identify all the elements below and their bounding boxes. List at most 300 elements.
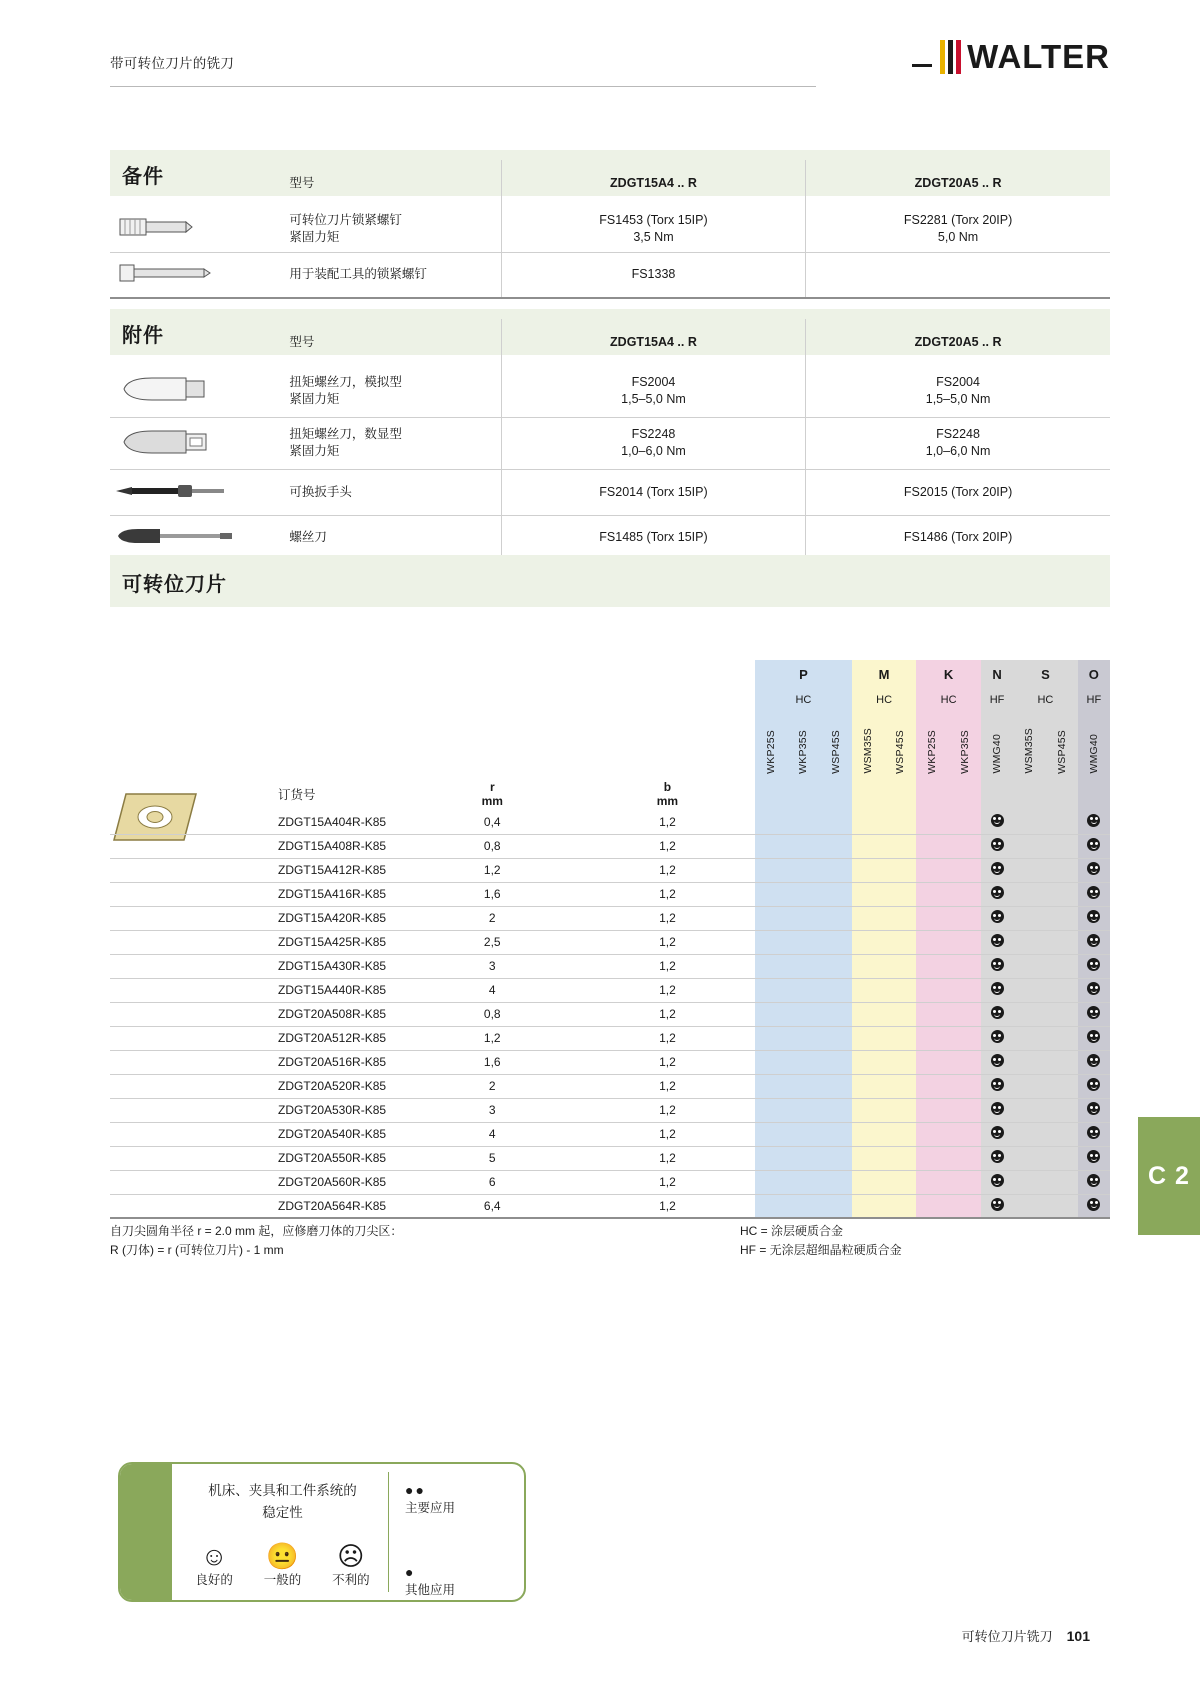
insert-order-number: ZDGT15A412R-K85 <box>278 863 387 877</box>
insert-width: 1,2 <box>659 839 676 853</box>
grade-cell <box>949 1050 981 1074</box>
grade-subgroup-N: HF <box>981 688 1013 712</box>
grade-cell <box>1013 954 1045 978</box>
legend-primary-dots: ●● <box>405 1482 426 1498</box>
grade-cell <box>852 1002 884 1026</box>
smiley-mark-icon <box>991 982 1004 995</box>
page-header <box>110 38 1110 75</box>
grade-cell <box>820 1026 852 1050</box>
smiley-mark-icon <box>991 814 1004 827</box>
accessory-row-value-b: FS1486 (Torx 20IP) <box>806 515 1110 561</box>
accessory-row-value-b <box>806 417 1110 469</box>
grade-cell <box>1045 1026 1077 1050</box>
table-row <box>110 882 1110 906</box>
insert-width: 1,2 <box>659 983 676 997</box>
insert-width: 1,2 <box>659 1103 676 1117</box>
insert-radius: 0,8 <box>483 1007 501 1021</box>
grade-cell <box>1078 834 1110 858</box>
insert-order-number: ZDGT15A420R-K85 <box>278 911 387 925</box>
insert-order-number: ZDGT15A430R-K85 <box>278 959 387 973</box>
screw-long-icon <box>110 252 289 298</box>
grade-cell <box>852 1050 884 1074</box>
grade-cell <box>755 1170 787 1194</box>
grade-cell <box>852 882 884 906</box>
grade-cell <box>787 906 819 930</box>
grade-cell <box>916 930 948 954</box>
grade-cell <box>852 1122 884 1146</box>
grade-group-M: M <box>852 660 917 688</box>
smiley-mark-icon <box>991 1054 1004 1067</box>
grade-cell <box>1078 810 1110 834</box>
grade-cell <box>755 906 787 930</box>
title-line-1: 机床、夹具和工件系统的 <box>208 1483 357 1498</box>
grade-cell <box>1078 906 1110 930</box>
table-row <box>110 906 1110 930</box>
grade-cell <box>981 858 1013 882</box>
insert-radius: 3 <box>488 1103 496 1117</box>
grade-cell <box>949 930 981 954</box>
title-line-2: 稳定性 <box>262 1505 303 1520</box>
grade-cell <box>884 978 916 1002</box>
insert-width: 1,2 <box>659 1127 676 1141</box>
grade-cell <box>916 1002 948 1026</box>
grade-cell <box>916 810 948 834</box>
grade-cell <box>1013 1122 1045 1146</box>
grade-cell <box>916 1170 948 1194</box>
desc-line-2: 紧固力矩 <box>289 391 340 406</box>
grade-cell <box>981 1050 1013 1074</box>
grade-cell <box>981 930 1013 954</box>
grade-column-8 <box>1013 712 1045 778</box>
chapter-tab: C 2 <box>1138 1117 1200 1235</box>
insert-width: 1,2 <box>659 1055 676 1069</box>
grade-cell <box>1078 1146 1110 1170</box>
smiley-mark-icon <box>1087 862 1100 875</box>
grade-column-10 <box>1078 778 1110 810</box>
insert-order-number: ZDGT15A404R-K85 <box>278 814 387 829</box>
smiley-mark-icon <box>991 910 1004 923</box>
grade-cell <box>884 858 916 882</box>
grade-cell <box>1045 1194 1077 1218</box>
smiley-mark-icon <box>1087 1054 1100 1067</box>
insert-order-number: ZDGT20A564R-K85 <box>278 1198 387 1213</box>
grade-cell <box>787 834 819 858</box>
grade-cell <box>1078 1002 1110 1026</box>
grade-cell <box>1045 906 1077 930</box>
grade-cell <box>1045 834 1077 858</box>
logo-dash-icon <box>912 64 932 67</box>
grade-cell <box>981 1002 1013 1026</box>
grade-cell <box>949 834 981 858</box>
inserts-table-wrap <box>110 660 1110 1219</box>
insert-radius: 1,2 <box>483 1031 501 1045</box>
smiley-mark-icon <box>991 934 1004 947</box>
header-rule <box>110 86 816 87</box>
grade-cell <box>981 1194 1013 1218</box>
grade-cell <box>852 1170 884 1194</box>
value-line-2: 3,5 Nm <box>633 229 674 244</box>
accessory-row-value-b <box>806 365 1110 417</box>
insert-width: 1,2 <box>659 911 676 925</box>
grade-cell <box>1078 930 1110 954</box>
grade-cell <box>1078 858 1110 882</box>
value-line-2: 1,5–5,0 Nm <box>925 391 991 406</box>
desc-line-1: 扭矩螺丝刀，数显型 <box>289 427 402 441</box>
grade-cell <box>755 1026 787 1050</box>
value-line-1: FS2248 <box>936 427 980 441</box>
spare-row-value-a <box>501 206 805 252</box>
col-model: 型号 <box>289 175 315 190</box>
grade-cell <box>755 930 787 954</box>
smiley-mark-icon <box>991 1174 1004 1187</box>
insert-order-number: ZDGT20A530R-K85 <box>278 1103 387 1117</box>
smiley-mark-icon <box>1087 958 1100 971</box>
grade-label: WSP45S <box>829 730 842 774</box>
grade-cell <box>820 1194 852 1218</box>
page-footer <box>962 1626 1090 1645</box>
smiley-mark-icon <box>1087 1006 1100 1019</box>
insert-radius: 3 <box>488 959 496 973</box>
grade-cell <box>755 834 787 858</box>
smiley-mark-icon <box>1087 1126 1100 1139</box>
grade-column-5 <box>916 778 948 810</box>
grade-cell <box>981 1170 1013 1194</box>
insert-order-number: ZDGT15A408R-K85 <box>278 839 387 853</box>
spare-parts-title: 备件 <box>122 166 164 188</box>
smiley-mark-icon <box>991 862 1004 875</box>
insert-radius: 6 <box>488 1175 496 1189</box>
walter-select-title <box>180 1480 385 1524</box>
grade-cell <box>820 930 852 954</box>
smiley-mark-icon <box>1087 1174 1100 1187</box>
grade-cell <box>884 1122 916 1146</box>
accessories-title: 附件 <box>122 325 164 347</box>
grade-cell <box>949 954 981 978</box>
grade-cell <box>852 906 884 930</box>
grade-subgroup-row <box>110 688 1110 712</box>
stability-faces <box>180 1542 385 1588</box>
face-medium-label: 一般的 <box>263 1573 302 1587</box>
face-good <box>195 1542 233 1588</box>
insert-width: 1,2 <box>659 1198 676 1213</box>
table-row <box>110 954 1110 978</box>
grade-cell <box>820 1098 852 1122</box>
value-line-1: FS2248 <box>631 427 676 441</box>
grade-group-N: N <box>981 660 1013 688</box>
grade-cell <box>1013 930 1045 954</box>
grade-cell <box>1013 1074 1045 1098</box>
grade-cell <box>949 1002 981 1026</box>
grade-cell <box>852 1026 884 1050</box>
grade-cell <box>755 882 787 906</box>
spare-row-desc <box>289 206 501 252</box>
grade-cell <box>916 858 948 882</box>
note-right <box>740 1222 902 1260</box>
table-row <box>110 365 1110 417</box>
grade-cell <box>1045 1170 1077 1194</box>
grade-cell <box>981 1146 1013 1170</box>
note-left <box>110 1222 402 1260</box>
grade-subgroup-M: HC <box>852 688 917 712</box>
logo-bars-icon <box>940 40 961 74</box>
value-line-2: 1,0–6,0 Nm <box>925 444 991 458</box>
value-line-1: FS1453 (Torx 15IP) <box>599 212 708 227</box>
smiley-mark-icon <box>991 1126 1004 1139</box>
smiley-mark-icon <box>1087 814 1100 827</box>
note-right-line-2: HF = 无涂层超细晶粒硬质合金 <box>740 1243 902 1257</box>
accessory-row-desc: 可换扳手头 <box>289 484 352 499</box>
grade-cell <box>787 1146 819 1170</box>
grade-cell <box>884 1098 916 1122</box>
accessory-row-desc: 螺丝刀 <box>289 530 327 545</box>
grade-cell <box>852 858 884 882</box>
grade-column-6 <box>949 712 981 778</box>
note-left-line-2: R (刀体) = r (可转位刀片) - 1 mm <box>110 1243 284 1257</box>
grade-cell <box>949 1146 981 1170</box>
grade-cell <box>916 1050 948 1074</box>
col-zdgt15: ZDGT15A4 .. R <box>501 160 805 206</box>
smiley-neutral-icon: 😐 <box>266 1541 299 1571</box>
grade-cell <box>981 834 1013 858</box>
grade-cell <box>820 1170 852 1194</box>
grade-column-2 <box>820 712 852 778</box>
grade-cell <box>916 954 948 978</box>
grade-name-row <box>110 712 1110 778</box>
face-good-label: 良好的 <box>195 1573 233 1587</box>
grade-column-0 <box>755 778 787 810</box>
grade-cell <box>755 1002 787 1026</box>
accessory-row-value-b: FS2015 (Torx 20IP) <box>806 469 1110 515</box>
grade-cell <box>1045 858 1077 882</box>
grade-cell <box>755 978 787 1002</box>
accessories-header-row <box>110 319 1110 365</box>
walter-select-legend <box>405 1482 456 1597</box>
grade-cell <box>755 1122 787 1146</box>
grade-cell <box>820 1146 852 1170</box>
grade-label: WMG40 <box>1087 734 1100 774</box>
grade-cell <box>916 882 948 906</box>
accessories-table <box>110 319 1110 562</box>
grade-cell <box>949 1074 981 1098</box>
grade-label: WKP25S <box>926 730 939 774</box>
table-row <box>110 1146 1110 1170</box>
grade-cell <box>787 1074 819 1098</box>
insert-width: 1,2 <box>659 1079 676 1093</box>
insert-width: 1,2 <box>659 959 676 973</box>
smiley-mark-icon <box>1087 1150 1100 1163</box>
insert-order-number: ZDGT20A540R-K85 <box>278 1127 387 1141</box>
desc-line-2: 紧固力矩 <box>289 444 340 458</box>
spare-row-value-b <box>806 252 1110 298</box>
insert-order-number: ZDGT15A440R-K85 <box>278 983 387 997</box>
grade-column-7 <box>981 712 1013 778</box>
table-row <box>110 252 1110 298</box>
smiley-mark-icon <box>1087 910 1100 923</box>
grade-cell <box>949 810 981 834</box>
spare-parts-table <box>110 160 1110 299</box>
walter-select-divider <box>388 1472 389 1592</box>
insert-order-number: ZDGT15A425R-K85 <box>278 935 387 949</box>
grade-column-4 <box>884 712 916 778</box>
grade-cell <box>949 906 981 930</box>
spare-row-value-b <box>806 206 1110 252</box>
legend-other <box>405 1564 455 1598</box>
grade-cell <box>981 1098 1013 1122</box>
spare-row-desc: 用于装配工具的锁紧螺钉 <box>289 267 427 282</box>
grade-cell <box>787 882 819 906</box>
grade-cell <box>884 1002 916 1026</box>
value-line-2: 1,0–6,0 Nm <box>621 444 686 458</box>
grade-cell <box>1045 1050 1077 1074</box>
grade-cell <box>981 882 1013 906</box>
grade-column-8 <box>1013 778 1045 810</box>
grade-cell <box>1013 1050 1045 1074</box>
grade-cell <box>1078 882 1110 906</box>
grade-label: WKP25S <box>765 730 778 774</box>
insert-width: 1,2 <box>659 1175 676 1189</box>
grade-label: WKP35S <box>958 730 971 774</box>
grade-label: WSM35S <box>1023 728 1036 774</box>
smiley-mark-icon <box>1087 838 1100 851</box>
grade-label: WMG40 <box>991 734 1004 774</box>
insert-radius: 4 <box>488 1127 496 1141</box>
table-row <box>110 858 1110 882</box>
grade-subgroup-S: HC <box>1013 688 1078 712</box>
grade-cell <box>1078 1026 1110 1050</box>
grade-cell <box>1078 1122 1110 1146</box>
grade-cell <box>981 1026 1013 1050</box>
smiley-mark-icon <box>991 1102 1004 1115</box>
grade-cell <box>852 1074 884 1098</box>
grade-cell <box>884 1146 916 1170</box>
grade-cell <box>949 1026 981 1050</box>
grade-column-4 <box>884 778 916 810</box>
accessory-row-value-a <box>501 417 805 469</box>
table-row <box>110 206 1110 252</box>
screw-short-icon <box>110 206 289 252</box>
insert-order-number: ZDGT20A508R-K85 <box>278 1007 387 1021</box>
table-row <box>110 1026 1110 1050</box>
face-medium <box>264 1542 302 1588</box>
grade-column-2 <box>820 778 852 810</box>
insert-order-number: ZDGT20A516R-K85 <box>278 1055 387 1069</box>
grade-group-S: S <box>1013 660 1078 688</box>
grade-column-1 <box>787 712 819 778</box>
grade-cell <box>755 1074 787 1098</box>
grade-cell <box>852 1098 884 1122</box>
insert-radius: 0,8 <box>483 839 501 853</box>
col-model: 型号 <box>289 334 315 349</box>
col-zdgt15: ZDGT15A4 .. R <box>501 319 805 365</box>
grade-cell <box>1013 1026 1045 1050</box>
grade-column-0 <box>755 712 787 778</box>
grade-label: WSP45S <box>894 730 907 774</box>
grade-cell <box>1045 1002 1077 1026</box>
grade-cell <box>787 1002 819 1026</box>
table-row <box>110 1002 1110 1026</box>
grade-cell <box>1078 1050 1110 1074</box>
grade-cell <box>755 1050 787 1074</box>
smiley-mark-icon <box>991 1030 1004 1043</box>
brand-line-1: WALTER <box>80 1516 101 1596</box>
table-row <box>110 1122 1110 1146</box>
table-row <box>110 1170 1110 1194</box>
grade-label: WSP45S <box>1055 730 1068 774</box>
grade-cell <box>1078 954 1110 978</box>
grade-cell <box>884 954 916 978</box>
spacer-cell <box>110 688 755 712</box>
grade-cell <box>1045 810 1077 834</box>
accessory-row-value-a: FS2014 (Torx 15IP) <box>501 469 805 515</box>
grade-cell <box>1013 882 1045 906</box>
smiley-mark-icon <box>991 1078 1004 1091</box>
grade-cell <box>787 858 819 882</box>
insert-order-number: ZDGT20A520R-K85 <box>278 1079 387 1093</box>
torque-screwdriver-digital-icon <box>110 417 289 469</box>
col-zdgt20: ZDGT20A5 .. R <box>806 160 1110 206</box>
spacer-cell <box>110 319 289 365</box>
spare-row-value-a: FS1338 <box>501 252 805 298</box>
legend-other-label: 其他应用 <box>405 1583 456 1597</box>
table-row <box>110 1074 1110 1098</box>
grade-cell <box>755 1194 787 1218</box>
smiley-mark-icon <box>1087 1030 1100 1043</box>
table-row <box>110 1050 1110 1074</box>
table-row <box>110 1194 1110 1218</box>
grade-cell <box>916 978 948 1002</box>
insert-width: 1,2 <box>659 1007 676 1021</box>
smiley-mark-icon <box>1087 1198 1100 1211</box>
table-row <box>110 1098 1110 1122</box>
grade-cell <box>787 1194 819 1218</box>
grade-cell <box>949 1122 981 1146</box>
accessory-row-desc <box>289 417 501 469</box>
grade-cell <box>916 1122 948 1146</box>
grade-cell <box>787 1026 819 1050</box>
grade-cell <box>1013 834 1045 858</box>
table-row <box>110 834 1110 858</box>
accessory-row-value-a: FS1485 (Torx 15IP) <box>501 515 805 561</box>
grade-cell <box>820 954 852 978</box>
col-radius: r mm <box>481 780 503 808</box>
grade-cell <box>1013 906 1045 930</box>
insert-radius: 2 <box>488 1079 496 1093</box>
grade-cell <box>755 858 787 882</box>
smiley-mark-icon <box>1087 982 1100 995</box>
note-right-line-1: HC = 涂层硬质合金 <box>740 1224 844 1238</box>
column-header-row <box>110 778 1110 810</box>
grade-column-5 <box>916 712 948 778</box>
grade-column-9 <box>1045 778 1077 810</box>
spacer-cell <box>110 712 755 778</box>
grade-cell <box>884 1194 916 1218</box>
grade-cell <box>787 978 819 1002</box>
grade-cell <box>820 978 852 1002</box>
grade-cell <box>916 906 948 930</box>
insert-radius: 0,4 <box>483 814 501 829</box>
smiley-sad-icon: ☹ <box>337 1541 365 1571</box>
page-title: 带可转位刀片的铣刀 <box>110 56 235 71</box>
grade-cell <box>820 1002 852 1026</box>
grade-cell <box>1045 882 1077 906</box>
grade-cell <box>884 882 916 906</box>
grade-cell <box>884 834 916 858</box>
legend-primary-label: 主要应用 <box>405 1501 456 1515</box>
grade-cell <box>1045 1122 1077 1146</box>
grade-cell <box>949 978 981 1002</box>
value-line-1: FS2004 <box>936 374 980 389</box>
torque-screwdriver-analog-icon <box>110 365 289 417</box>
